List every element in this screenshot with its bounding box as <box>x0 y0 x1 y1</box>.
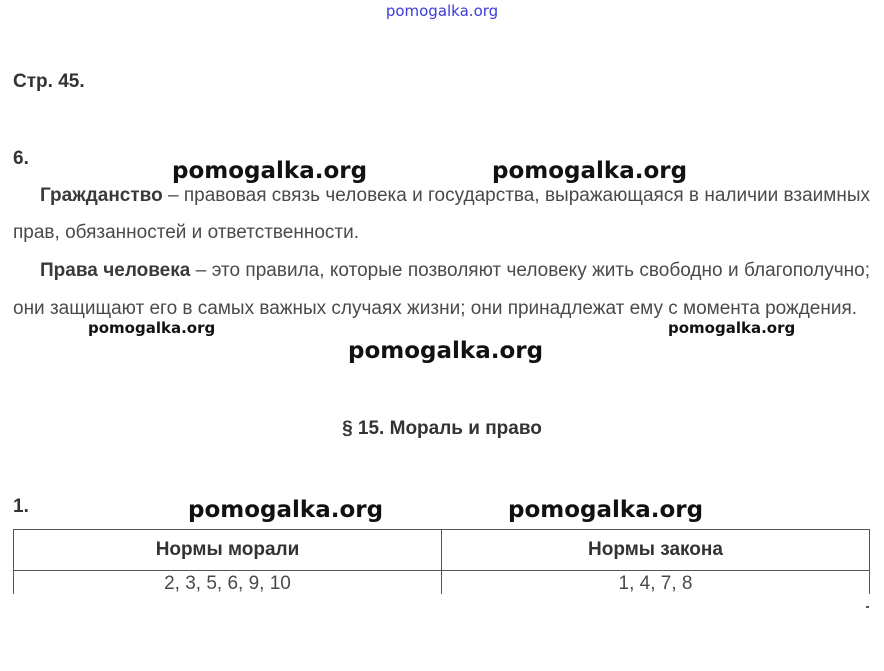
watermark: pomogalka.org <box>668 319 796 337</box>
watermark: pomogalka.org <box>172 158 368 184</box>
watermark: pomogalka.org <box>508 497 704 523</box>
table-edge-mark <box>866 606 869 608</box>
definition-citizenship <box>13 177 870 251</box>
norms-table <box>13 529 870 604</box>
section-title: § 15. Мораль и право <box>342 418 542 439</box>
task-number-6: 6. <box>13 148 29 169</box>
definition-citizenship-text: – правовая связь человека и государства, выражающаяся в наличии взаимных прав, обязанностей и ответственности. <box>13 185 870 243</box>
definition-human-rights-text: – это правила, которые позволяют человеку жить свободно и благополучно; они защищают его в самых важных случаях жизни; они принадлежат ему с момента рождения. <box>13 260 870 319</box>
header-moral-norms: Нормы морали <box>14 530 442 571</box>
header-law-norms: Нормы закона <box>442 530 870 571</box>
term-human-rights: Права человека <box>40 260 191 281</box>
cell-moral-norms: 2, 3, 5, 6, 9, 10 <box>14 571 442 605</box>
watermark: pomogalka.org <box>188 497 384 523</box>
cell-law-norms: 1, 4, 7, 8 <box>442 571 870 605</box>
page-cut-off <box>0 594 884 671</box>
task-number-1: 1. <box>13 496 29 517</box>
definition-human-rights <box>13 252 870 328</box>
watermark: pomogalka.org <box>88 319 216 337</box>
term-citizenship: Гражданство <box>40 185 163 206</box>
watermark: pomogalka.org <box>348 338 544 364</box>
site-link[interactable]: pomogalka.org <box>385 2 499 20</box>
page-reference: Стр. 45. <box>13 71 85 92</box>
table-header-row <box>14 530 870 571</box>
watermark: pomogalka.org <box>492 158 688 184</box>
